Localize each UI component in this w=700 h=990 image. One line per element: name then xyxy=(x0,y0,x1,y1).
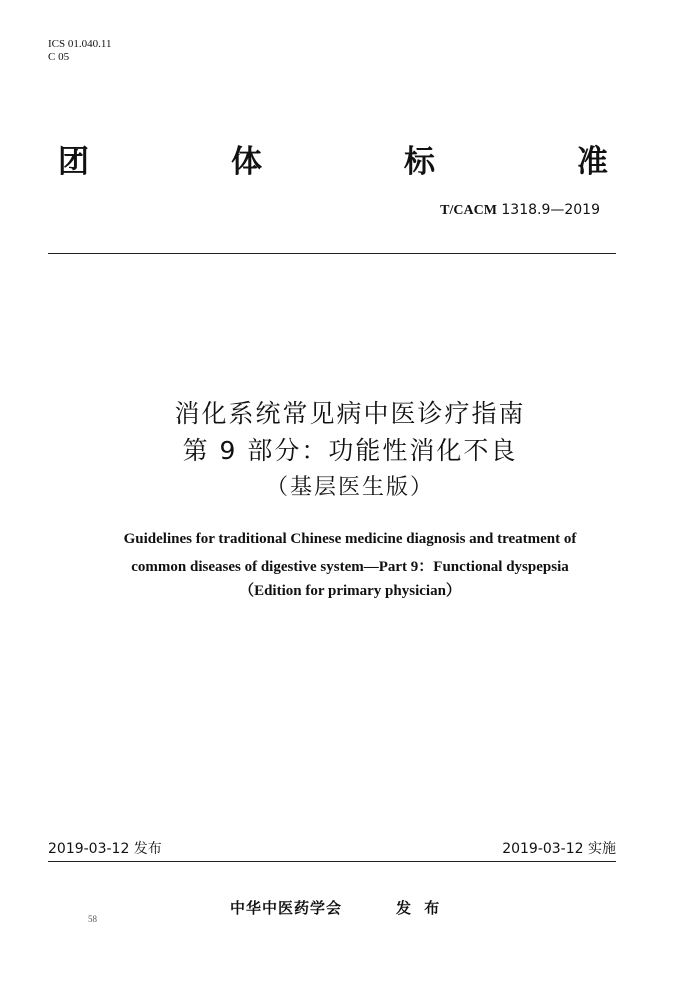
ics-code: ICS 01.040.11 xyxy=(48,38,112,50)
top-divider xyxy=(48,253,616,254)
standard-type-heading xyxy=(58,136,608,181)
classification-codes xyxy=(48,38,111,64)
chinese-title-line-1: 消化系统常见病中医诊疗指南 xyxy=(174,399,526,428)
page-number: 58 xyxy=(88,914,97,924)
standard-code xyxy=(440,202,600,219)
release-date: 2019-03-12 发布 xyxy=(48,841,162,857)
ccs-code: C 05 xyxy=(48,51,70,63)
standard-type-char: 团 xyxy=(58,144,89,180)
bottom-divider xyxy=(48,861,616,862)
publisher-name: 中华中医药学会 xyxy=(230,899,343,917)
standard-type-char: 体 xyxy=(231,144,262,180)
english-title-line-3: （Edition for primary physician） xyxy=(239,583,461,599)
chinese-title-line-2: 第 9 部分：功能性消化不良 xyxy=(182,436,518,465)
standard-type-char: 准 xyxy=(577,144,608,180)
english-title-line-2: common diseases of digestive system—Part 9：Functional dyspepsia xyxy=(131,559,569,575)
standard-type-char: 标 xyxy=(404,144,435,180)
standard-code-number: 1318.9—2019 xyxy=(501,202,600,218)
implementation-date: 2019-03-12 实施 xyxy=(502,841,616,857)
chinese-title-line-3: （基层医生版） xyxy=(265,475,434,500)
standard-code-org: T/CACM xyxy=(440,203,497,218)
publish-label: 发 布 xyxy=(396,899,444,917)
english-title-line-1: Guidelines for traditional Chinese medicine diagnosis and treatment of xyxy=(123,531,577,547)
